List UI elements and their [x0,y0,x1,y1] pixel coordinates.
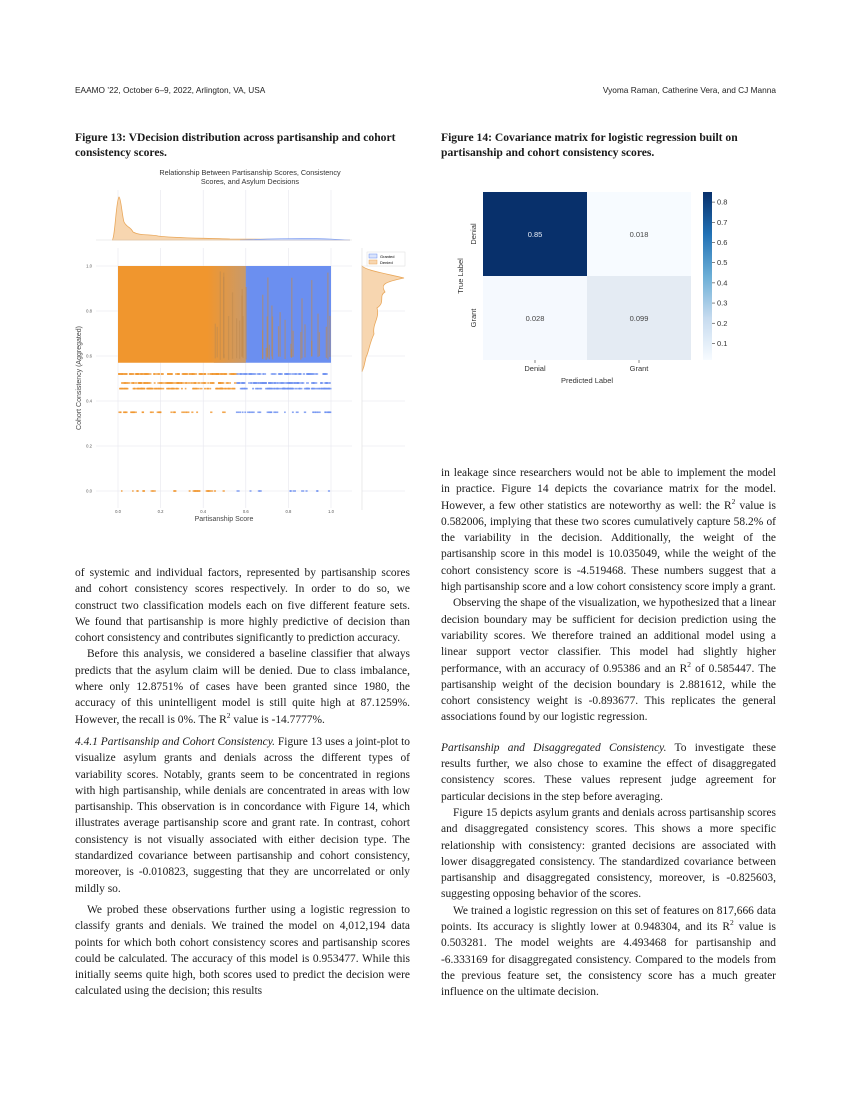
heatmap-x-tick-label: Grant [629,364,649,373]
scatter-point [132,411,135,413]
scatter-point [239,411,241,413]
legend-denied-label: Denied [380,260,393,265]
scatter-point [242,411,244,413]
text: Before this analysis, we considered a baseline classifier that always predicts that the asylum claim will be denied. Due to class imbalance, where only 12.8751% of cases have been granted since 1980, the accuracy of this unintelligent model is still quite high at 87.1259%. However, the recall is 0%. The R [75,648,410,726]
scatter-point [328,411,331,413]
heatmap-cell-value: 0.85 [527,230,543,239]
scatter-point [151,490,154,492]
x-tick-label: 0.6 [242,509,249,514]
scatter-point [259,490,262,492]
text: To investigate these results further, we also chose to examine the effect of disaggregated consistency scores. These values represent judge agreement for particular decisions in the step before averaging. [441,741,776,803]
scatter-point [301,490,304,492]
paragraph: Figure 15 depicts asylum grants and denials across partisanship scores and disaggregated consistency scores. This shows a more specific relationship with consistency: granted decisions are associated with lower disaggregated consistency. The standardized covariance between partisanship and disaggregated consistency, moreover, is -0.825603, suggesting opposing behavior of the scores. [441,806,776,901]
scatter-point [121,490,123,492]
y-tick-label: 0.6 [86,353,92,359]
subsection-heading: 4.4.1 Partisanship and Cohort Consistency. [75,735,276,748]
heatmap-x-tick-label: Denial [524,364,546,373]
scatter-point [273,411,275,413]
scatter-point [304,411,306,413]
scatter-point [210,411,212,413]
scatter-point [142,411,144,413]
scatter-point [198,490,201,492]
heatmap-y-axis-label: True Label [456,258,465,294]
scatter-point [125,411,127,413]
figure-14-caption: Figure 14: Covariance matrix for logistic regression built on partisanship and cohort consistency scores. [441,131,738,159]
figure-13-caption: Figure 13: VDecision distribution across partisanship and cohort consistency scores. [75,131,396,159]
text: Figure 13 uses a joint-plot to visualize asylum grants and denials across the different types of variability scores. Notably, grants seem to be concentrated in regions with high partisanship, while denials are concentrated in areas with low partisanship. This observation is in concordance with Figure 14, which illustrates average partisanship score and grant rate. In contrast, cohort consistency is not visually associated with either decision type. The standardized covariance between partisanship and cohort consistency, moreover, is -0.010823, suggesting that they are uncorrelated or only mildly so. [75,735,410,895]
scatter-point [270,411,272,413]
scatter-point [150,411,152,413]
text: Observing the shape of the visualization, we hypothesized that a linear decision boundary may be sufficient for decision prediction using the variability scores. We therefore trained an additional model using a linear support vector classifier. This model had slightly higher performance, with an accuracy of 0.95386 and an R [441,597,777,675]
scatter-point [206,490,208,492]
colorbar-tick-label: 0.5 [717,258,728,268]
running-header-venue: EAAMO ’22, October 6–9, 2022, Arlington, VA, USA [75,85,266,95]
scatter-point [252,411,255,413]
scatter-point [136,490,138,492]
text: value is -14.7777%. [230,713,325,726]
heatmap-y-tick-label: Denial [469,223,478,245]
paragraph [441,465,776,595]
paragraph [75,646,410,727]
scatter-point [143,490,145,492]
y-tick-label: 0.2 [86,443,92,449]
text: We trained a logistic regression on this set of features on 817,666 data points. Its accuracy is slightly lower at 0.948304, and its R [441,904,776,934]
colorbar-tick-label: 0.2 [717,318,728,328]
scatter-point [293,490,296,492]
scatter-point [174,411,176,413]
x-tick-label: 0.2 [157,509,164,514]
scatter-point [189,490,191,492]
superscript: 2 [730,918,734,928]
scatter-point [118,411,121,413]
colorbar [703,192,712,360]
y-tick-label: 0.0 [86,488,92,494]
scatter-point [222,411,224,413]
scatter-point [250,490,252,492]
scatter-point [312,411,314,413]
scatter-point [296,411,299,413]
figure-14-heatmap [0,0,850,400]
left-column-text [75,565,410,1000]
scatter-point [317,490,319,492]
heatmap-cell-value: 0.099 [629,314,649,323]
superscript: 2 [687,659,692,669]
scatter-point [237,490,240,492]
scatter-point [132,490,134,492]
scatter-point [292,411,294,413]
running-header-authors: Vyoma Raman, Catherine Vera, and CJ Manna [602,85,776,95]
colorbar-tick-label: 0.4 [717,278,728,288]
y-tick-label: 0.4 [86,398,92,404]
scatter-y-axis-label: Cohort Consistency (Aggregated) [76,326,83,430]
colorbar-tick-label: 0.3 [717,298,728,308]
scatter-point [191,411,193,413]
heatmap-cell-value: 0.018 [629,230,649,239]
x-tick-label: 0.8 [285,509,292,514]
x-tick-label: 1.0 [328,509,334,514]
heatmap-x-axis-label: Predicted Label [560,376,614,385]
x-tick-label: 0.4 [200,509,207,514]
text: value is 0.582006, implying that these two scores cumulatively capture 58.2% of the variability in the decision. Additionally, the weight of the partisanship score in this model is 10.035049, while the weight of the cohort consistency score is -4.519468. These numbers suggest that a high partisanship score and a low cohort consistency score imply a grant. [441,499,776,594]
scatter-point [305,490,307,492]
paragraph: of systemic and individual factors, represented by partisanship scores and cohort consistency scores respectively. In order to do so, we construct two classification models each on five different feature sets. We found that partisanship is more highly predictive of decision than cohort consistency and contributes significantly to prediction accuracy. [75,567,410,645]
heatmap-cell-value: 0.028 [525,314,545,323]
scatter-point [194,490,197,492]
scatter-point [284,411,286,413]
scatter-point [324,411,327,413]
paragraph [441,595,776,725]
scatter-point [170,411,172,413]
scatter-point [244,411,246,413]
subsection-heading: Partisanship and Disaggregated Consistency. [441,741,667,754]
colorbar-tick-label: 0.7 [717,217,728,227]
scatter-point [260,411,262,413]
heatmap-y-tick-label: Grant [469,308,478,328]
colorbar-tick-label: 0.6 [717,237,728,247]
text: value is 0.503281. The model weights are 4.493468 for partisanship and -6.333169 for disaggregated consistency. Compared to the models from the previous feature set, the consistency score has a much greater influence on the ultimate decision. [441,921,776,999]
superscript: 2 [226,710,231,720]
legend-granted-label: Granted [380,254,395,259]
scatter-point [328,490,330,492]
scatter-point [236,411,239,413]
scatter-point [317,411,320,413]
paragraph [441,740,776,805]
scatter-point [210,490,213,492]
text: of 0.585447. The partisanship weight of the decision boundary is 2.881612, while the cohort consistency weight is -0.893677. This replicates the general associations found by our logistic regression. [441,662,776,724]
scatter-point [173,490,176,492]
paragraph: We probed these observations further using a logistic regression to classify grants and denials. We trained the model on 4,012,194 data points for which both cohort consistency scores and partisanship scores could be calculated. The accuracy of this model is 0.953477. While this initially seems quite high, both scores used to predict the decision were calculated using the decision; this results [75,903,410,998]
superscript: 2 [731,496,736,506]
text: in leakage since researchers would not be able to implement the model in practice. Figure 14 depicts the covariance matrix for the model. However, a few other statistics are noteworthy as well: the R [441,467,776,512]
scatter-title-line1: Relationship Between Partisanship Scores, Consistency [159,168,341,177]
scatter-x-axis-label: Partisanship Score [194,516,254,523]
y-tick-label: 0.8 [86,308,92,314]
y-tick-label: 1.0 [86,263,92,269]
scatter-point [247,411,250,413]
scatter-point [223,490,225,492]
x-tick-label: 0.0 [115,509,121,514]
paragraph [441,903,776,1001]
scatter-point [290,490,292,492]
scatter-point [181,411,184,413]
colorbar-tick-label: 0.1 [717,338,728,348]
scatter-point [186,411,189,413]
scatter-point [196,411,198,413]
right-column-text [441,465,776,1001]
paragraph [75,734,410,897]
scatter-point [158,411,161,413]
scatter-point [214,490,216,492]
scatter-title-line2: Scores, and Asylum Decisions [200,177,300,186]
colorbar-tick-label: 0.8 [717,197,728,207]
